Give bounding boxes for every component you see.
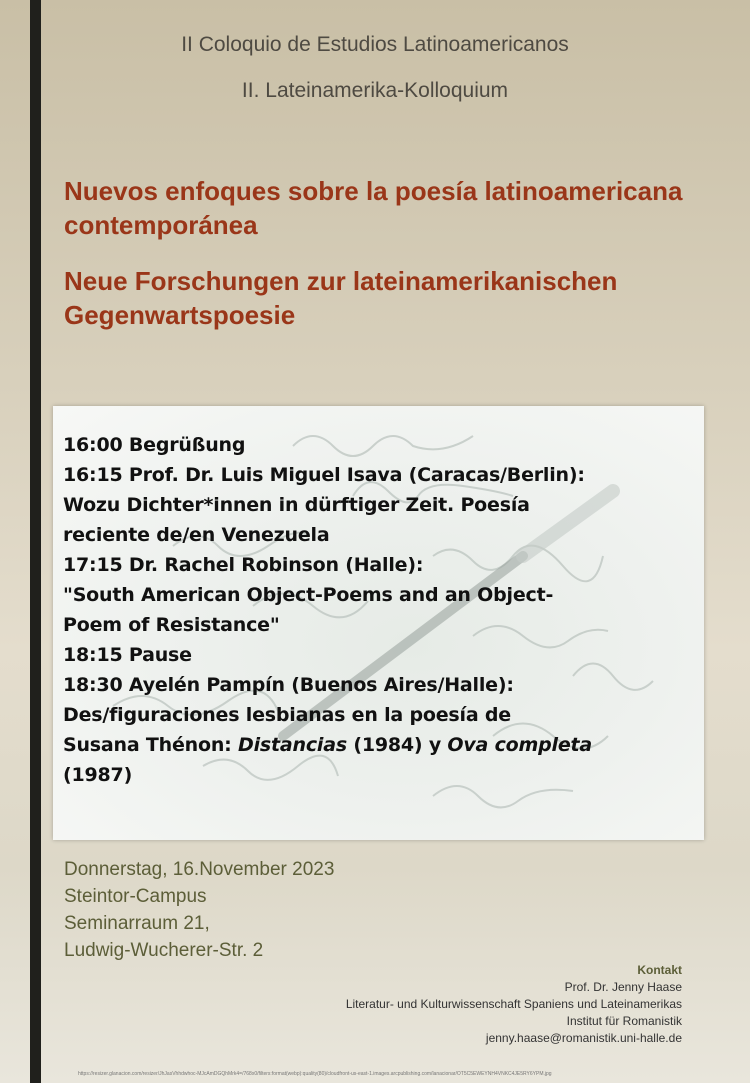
program-schedule bbox=[63, 430, 663, 790]
main-title-german: Neue Forschungen zur lateinamerikanischen Gegenwartspoesie bbox=[64, 266, 618, 330]
event-details bbox=[64, 856, 334, 964]
contact-email[interactable]: jenny.haase@romanistik.uni-halle.de bbox=[485, 1031, 682, 1045]
event-room: Seminarraum 21, bbox=[64, 913, 210, 934]
contact-label: Kontakt bbox=[637, 963, 682, 977]
schedule-item-isava-title-1: Wozu Dichter*innen in dürftiger Zeit. Poesía bbox=[63, 494, 530, 516]
schedule-item-robinson: 17:15 Dr. Rachel Robinson (Halle): bbox=[63, 554, 424, 576]
colloquium-title-spanish: II Coloquio de Estudios Latinoamericanos bbox=[181, 33, 569, 56]
schedule-item-robinson-title-2: Poem of Resistance" bbox=[63, 614, 280, 636]
schedule-item-robinson-title-1: "South American Object-Poems and an Object- bbox=[63, 584, 554, 606]
contact-name: Prof. Dr. Jenny Haase bbox=[564, 980, 682, 994]
contact-block bbox=[346, 962, 682, 1047]
schedule-item-welcome: 16:00 Begrüßung bbox=[63, 434, 246, 456]
schedule-item-pampin-title-1: Des/figuraciones lesbianas en la poesía de bbox=[63, 704, 511, 726]
schedule-item-pause: 18:15 Pause bbox=[63, 644, 192, 666]
schedule-item-isava-title-2: reciente de/en Venezuela bbox=[63, 524, 330, 546]
event-street: Ludwig-Wucherer-Str. 2 bbox=[64, 940, 264, 961]
work-distancias: Distancias bbox=[238, 734, 347, 756]
work-ova-completa: Ova completa bbox=[447, 734, 593, 756]
event-date: Donnerstag, 16.November 2023 bbox=[64, 859, 335, 880]
left-accent-bar bbox=[30, 0, 41, 1083]
pampin-title-prefix: Susana Thénon: bbox=[63, 734, 238, 756]
schedule-item-pampin-title-2 bbox=[63, 730, 663, 760]
program-panel bbox=[53, 406, 704, 840]
main-title-spanish: Nuevos enfoques sobre la poesía latinoamericana contemporánea bbox=[64, 176, 683, 240]
pampin-title-mid: (1984) y bbox=[346, 734, 448, 756]
schedule-item-pampin-title-3: (1987) bbox=[63, 764, 133, 786]
contact-institute: Institut für Romanistik bbox=[566, 1014, 682, 1028]
image-source-url: https://resizer.glanacion.com/resizer/JhJasVhhdwhoc-MJcAmDGQhMrk4=/768x0/filters:format(webp):quality(80)/cloudfront-us-east-1.images.arcpublishing.com/lanacionar/OT5C5EWEYNH4VNKC4JE5RY6YPM.jpg bbox=[78, 1071, 552, 1077]
colloquium-title-german: II. Lateinamerika-Kolloquium bbox=[241, 79, 509, 102]
contact-department: Literatur- und Kulturwissenschaft Spaniens und Lateinamerikas bbox=[345, 997, 682, 1011]
event-campus: Steintor-Campus bbox=[64, 886, 207, 907]
schedule-item-pampin: 18:30 Ayelén Pampín (Buenos Aires/Halle): bbox=[63, 674, 514, 696]
schedule-item-isava: 16:15 Prof. Dr. Luis Miguel Isava (Caracas/Berlin): bbox=[63, 464, 585, 486]
